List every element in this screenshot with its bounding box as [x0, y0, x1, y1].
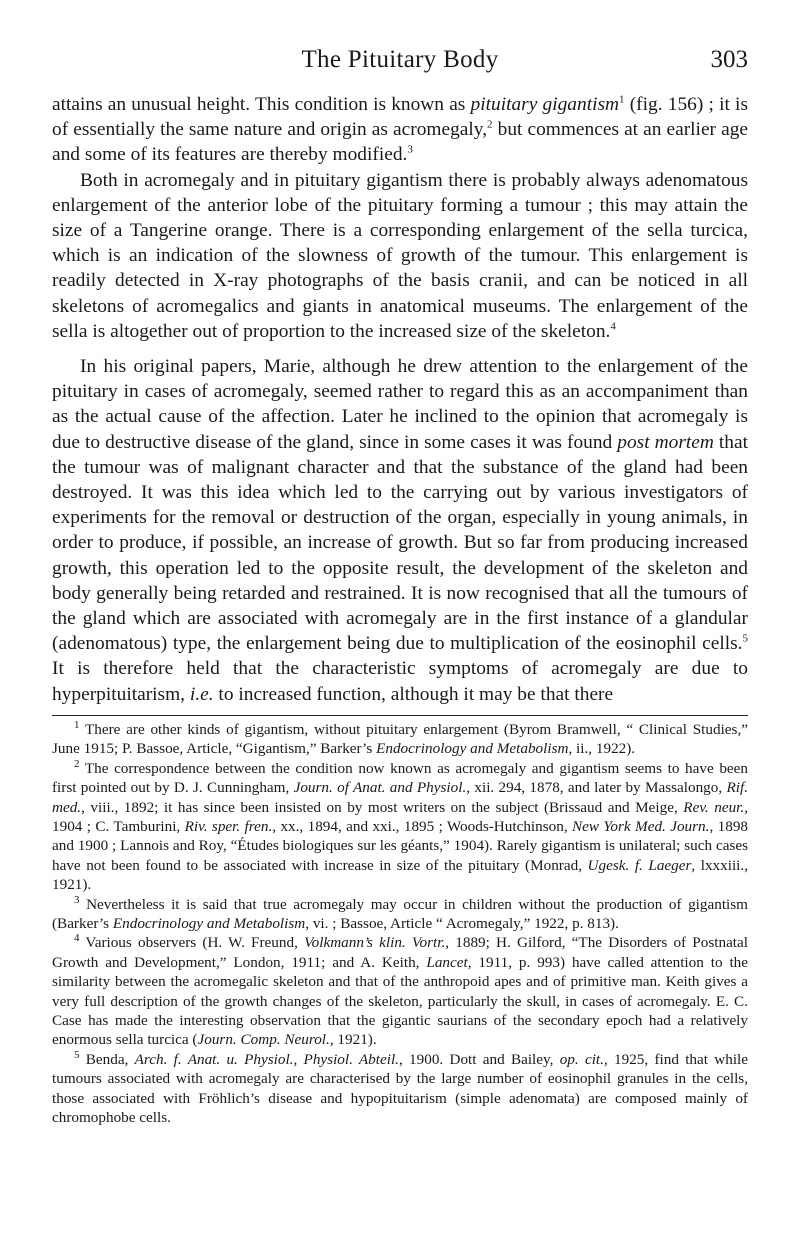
term-pituitary-gigantism: pituitary gigantism	[470, 94, 620, 115]
footnote-3: $^3$ Nevertheless it is said that true acromegaly may occur in children without the production of gigantism (Barker’s Endocrinology and Metabolism, vi. ; Bassoe, Article “ Acromegaly,” 1922, p. 813).	[52, 893, 748, 932]
paragraph-2: Both in acromegaly and in pituitary gigantism there is probably always adenomatous enlargement of the anterior lobe of the pituitary forming a tumour ; this may attain the size of a Tangerine orange. There is a corresponding enlargement of the sella turcica, which is an indication of the slowness of growth of the tumour. This enlargement is readily detected in X-ray photographs of the basis cranii, and can be noticed in all skeletons of acromegalics and giants in anatomical museums. The enlargement of the sella is altogether out of proportion to the increased size of the skeleton.$^4$	[52, 169, 748, 342]
running-title: The Pituitary Body	[301, 46, 499, 73]
running-head	[52, 0, 748, 92]
footnote-5: $^5$ Benda, Arch. f. Anat. u. Physiol., Physiol. Abteil., 1900. Dott and Bailey, op. cit., 1925, find that while tumours associated with acromegaly are characterised by the large number of eosinophil granules in the cells, those associated with Fröhlich’s disease and hypopituitarism (simple adenomata) are composed mainly of chromophobe cells.	[52, 1048, 748, 1126]
footnote-divider	[52, 715, 748, 716]
footnote-1: $^1$ There are other kinds of gigantism, without pituitary enlargement (Byrom Bramwell, “ Clinical Studies,” June 1915; P. Bassoe, Article, “Gigantism,” Barker’s Endocrinology and Metabolism, ii., 1922).	[52, 718, 748, 758]
footnote-4: $^4$ Various observers (H. W. Freund, Volkmann’s klin. Vortr., 1889; H. Gilford, “The Disorders of Postnatal Growth and Development,” London, 1911; and A. Keith, Lancet, 1911, p. 993) have called attention to the similarity between the acromegalic skeleton and that of the anthropoid apes and of primitive man. Keith gives a very full description of the growth changes of the skeleton, particularly the skull, in cases of acromegaly. E. C. Case has made the interesting observation that the gigantic saurians of the secondary epoch had a relatively enormous sella turcica (Journ. Comp. Neurol., 1921).	[52, 932, 748, 1049]
footnote-ref: 5	[742, 632, 748, 645]
footnote-ref: 4	[610, 320, 616, 333]
page-number: 303	[710, 46, 748, 73]
footnote-ref: 3	[407, 143, 413, 156]
paragraph-1: attains an unusual height. This condition is known as pituitary gigantism$^1$ (fig. 156) ; it is of essentially the same nature and origin as acromegaly,$^2$ but commences at an earlier age and some of its features are thereby modified.$^3$	[52, 93, 748, 166]
footnote-ref: 1	[619, 93, 625, 106]
footnotes	[52, 720, 748, 1128]
paragraph-3: In his original papers, Marie, although he drew attention to the enlargement of the pituitary in cases of acromegaly, seemed rather to regard this as an accompaniment than as the actual cause of the affection. Later he inclined to the opinion that acromegaly is due to destructive disease of the gland, since in some cases it was found post mortem that the tumour was of malignant character and that the substance of the gland had been destroyed. It was this idea which led to the carrying out by various investigators of experiments for the removal or destruction of the organ, especially in young animals, in order to produce, if possible, an increase of growth. But so far from producing increased growth, this operation led to the opposite result, the development of the skeleton and body generally being retarded and restrained. It is now recognised that all the tumours of the gland which are associated with acromegaly are in the first instance of a glandular (adenomatous) type, the enlargement being due to multiplication of the eosinophil cells.$^5$ It is therefore held that the characteristic symptoms of acromegaly are due to hyperpituitarism, i.e. to increased function, although it may be that there	[52, 356, 748, 705]
body-text	[52, 92, 748, 707]
footnote-2: $^2$ The correspondence between the condition now known as acromegaly and gigantism seems to have been first pointed out by D. J. Cunningham, Journ. of Anat. and Physiol., xii. 294, 1878, and later by Massalongo, Rif. med., viii., 1892; it has since been insisted on by most writers on the subject (Brissaud and Meige, Rev. neur., 1904 ; C. Tamburini, Riv. sper. fren., xx., 1894, and xxi., 1895 ; Woods-Hutchinson, New York Med. Journ., 1898 and 1900 ; Lannois and Roy, “Études biologiques sur les géants,” 1904). Rarely gigantism is unilateral; such cases have not been found to be associated with increase in size of the pituitary (Monrad, Ugesk. f. Laeger, lxxxiii., 1921).	[52, 757, 749, 894]
footnote-ref: 2	[487, 118, 493, 131]
